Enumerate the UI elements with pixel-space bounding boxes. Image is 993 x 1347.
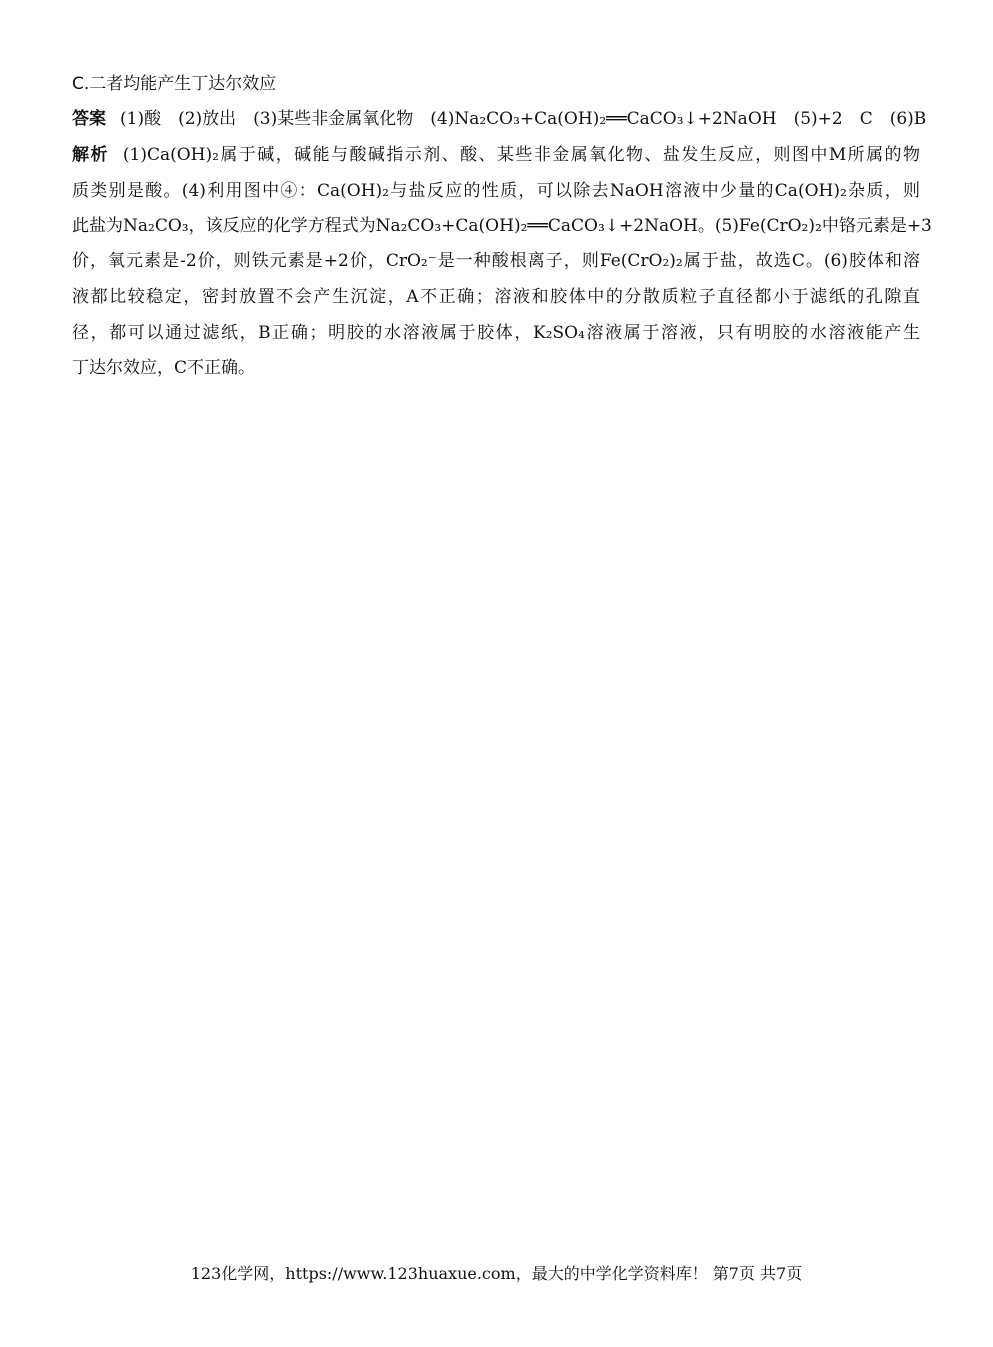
page-footer: 123化学网，https://www.123huaxue.com，最大的中学化学资料库！ 第7页 共7页 xyxy=(190,1264,803,1283)
analysis-line-1 xyxy=(72,144,920,166)
analysis-line-4: 价，氧元素是-2价，则铁元素是+2价，CrO₂⁻是一种酸根离子，则Fe(CrO₂)₂属于盐，故选C。(6)胶体和溶 xyxy=(72,251,920,271)
option-c-line: C.二者均能产生丁达尔效应 xyxy=(72,74,277,94)
analysis-label: 解析 xyxy=(72,145,109,165)
analysis-line-3: 此盐为Na₂CO₃，该反应的化学方程式为Na₂CO₃+Ca(OH)₂══CaCO₃↓+2NaOH。(5)Fe(CrO₂)₂中铬元素是+3 xyxy=(72,216,932,236)
answer-line xyxy=(72,108,927,130)
analysis-line-6: 径，都可以通过滤纸，B正确；明胶的水溶液属于胶体，K₂SO₄溶液属于溶液，只有明胶的水溶液能产生 xyxy=(72,323,920,343)
analysis-text-1: (1)Ca(OH)₂属于碱，碱能与酸碱指示剂、酸、某些非金属氧化物、盐发生反应，则图中M所属的物 xyxy=(122,145,921,165)
answer-label: 答案 xyxy=(72,109,106,129)
analysis-line-5: 液都比较稳定，密封放置不会产生沉淀，A不正确；溶液和胶体中的分散质粒子直径都小于滤纸的孔隙直 xyxy=(72,287,920,307)
analysis-line-2: 质类别是酸。(4)利用图中④：Ca(OH)₂与盐反应的性质，可以除去NaOH溶液中少量的Ca(OH)₂杂质，则 xyxy=(72,181,920,201)
answer-text: (1)酸 (2)放出 (3)某些非金属氧化物 (4)Na₂CO₃+Ca(OH)₂══CaCO₃↓+2NaOH (5)+2 C (6)B xyxy=(120,109,927,129)
analysis-line-7: 丁达尔效应，C不正确。 xyxy=(72,358,256,378)
